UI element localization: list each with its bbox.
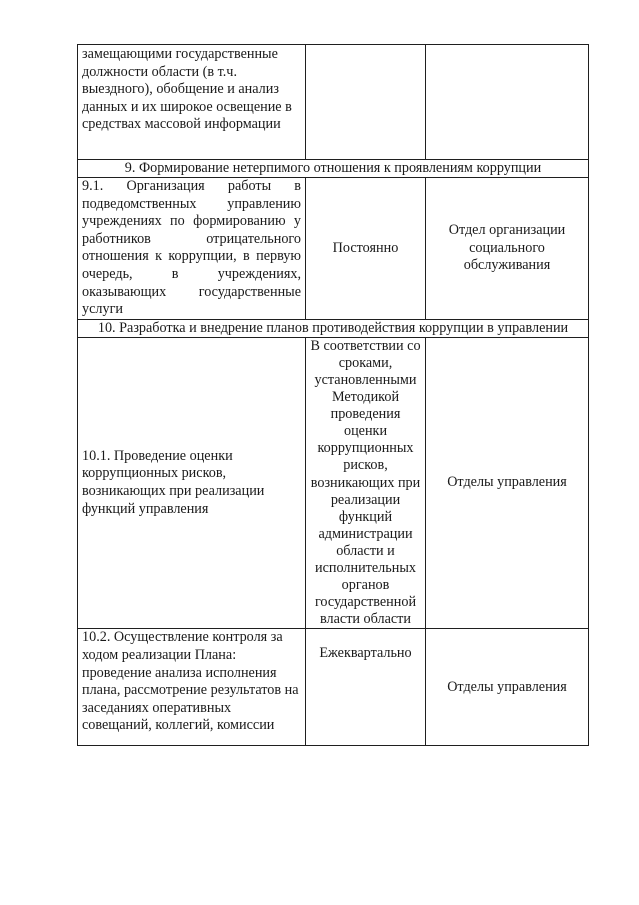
section-10-title: 10. Разработка и внедрение планов противодействия коррупции в управлении [78, 319, 589, 337]
executor-cell-continuation [426, 45, 589, 160]
section-heading-10 [78, 319, 589, 337]
term-cell-9-1: Постоянно [306, 178, 426, 320]
executor-cell-10-1: Отделы управления [426, 337, 589, 629]
table-row-9-1 [78, 178, 589, 320]
executor-cell-9-1: Отдел организации социального обслуживания [426, 178, 589, 320]
table-row-10-1 [78, 337, 589, 629]
task-cell-9-1: 9.1. Организация работы в подведомственных управлению учреждениях по формированию у работников отрицательного отношения к коррупции, в первую очередь, в учреждениях, оказывающих государственные услуги [78, 178, 306, 320]
term-cell-continuation [306, 45, 426, 160]
anti-corruption-plan-table [77, 44, 589, 746]
term-cell-10-1: В соответствии со сроками, установленными Методикой проведения оценки коррупционных рисков, возникающих при реализации функций администрации области и исполнительных органов государственной власти области [306, 337, 426, 629]
task-cell-10-2: 10.2. Осуществление контроля за ходом реализации Плана: проведение анализа исполнения плана, рассмотрение результатов на заседаниях оперативных совещаний, коллегий, комиссии [78, 629, 306, 746]
section-heading-9 [78, 160, 589, 178]
table-row-continuation [78, 45, 589, 160]
term-cell-10-2: Ежеквартально [306, 629, 426, 746]
executor-cell-10-2: Отделы управления [426, 629, 589, 746]
task-cell-continuation: замещающими государственные должности области (в т.ч. выездного), обобщение и анализ данных и их широкое освещение в средствах массовой информации [78, 45, 306, 160]
task-cell-10-1: 10.1. Проведение оценки коррупционных рисков, возникающих при реализации функций управления [78, 337, 306, 629]
table-row-10-2 [78, 629, 589, 746]
section-9-title: 9. Формирование нетерпимого отношения к проявлениям коррупции [78, 160, 589, 178]
